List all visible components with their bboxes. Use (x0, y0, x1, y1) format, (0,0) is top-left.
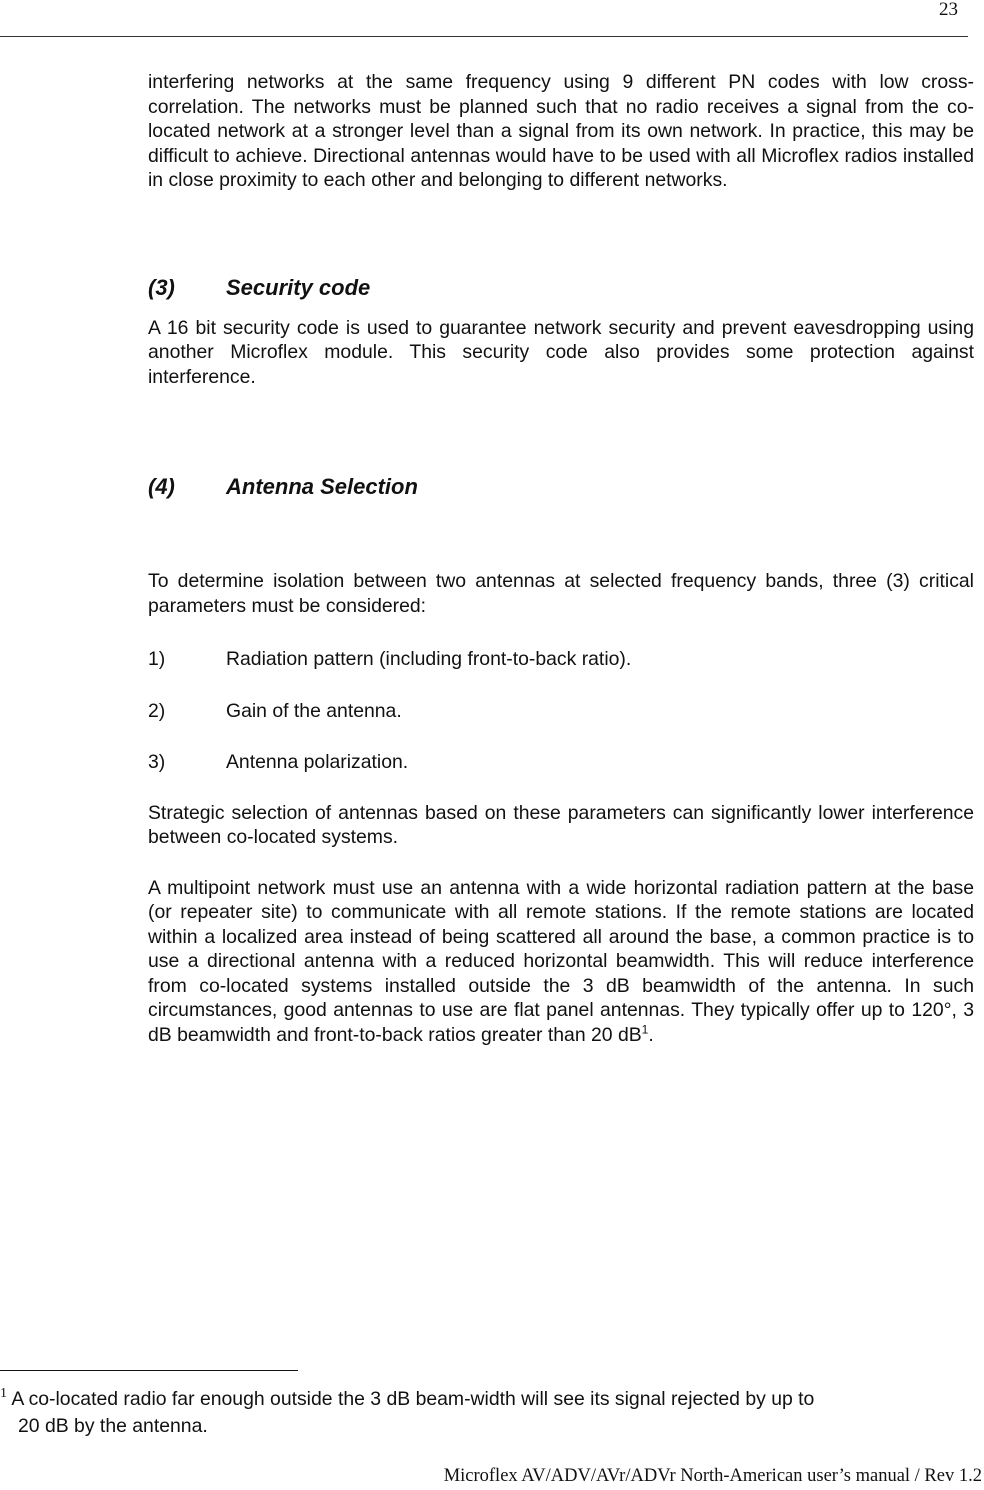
footnote (0, 1386, 980, 1440)
section-heading-antenna-selection (148, 474, 974, 500)
paragraph-multipoint-text: A multipoint network must use an antenna with a wide horizontal radiation pattern at the base (or repeater site) to communicate with all remote stations. If the remote stations are located within a localized area instead of being scattered all around the base, a common practice is to use a directional antenna with a reduced horizontal beamwidth. This will reduce interference from co-located systems installed outside the 3 dB beamwidth of the antenna. In such circumstances, good antennas to use are flat panel antennas. They typically offer up to 120°, 3 dB beamwidth and front-to-back ratios greater than 20 dB (148, 876, 974, 1046)
paragraph-security-code: A 16 bit security code is used to guarantee network security and prevent eavesdropping using another Microflex module. This security code also provides some protection against interference. (148, 316, 974, 388)
section-heading-security-code (148, 275, 974, 301)
section-title: Security code (226, 274, 371, 300)
paragraph-interfering-networks: interfering networks at the same frequency using 9 different PN codes with low cross-correlation. The networks must be planned such that no radio receives a signal from the co-located network at a stronger level than a signal from its own network. In practice, this may be difficult to achieve. Directional antennas would have to be used with all Microflex radios installed in close proximity to each other and belonging to different networks. (148, 71, 974, 191)
list-item (148, 699, 974, 724)
paragraph-multipoint-network (148, 876, 974, 1048)
list-item (148, 647, 974, 672)
page-body (148, 70, 974, 1047)
paragraph-strategic-selection: Strategic selection of antennas based on these parameters can significantly lower interference between co-located systems. (148, 801, 974, 848)
list-item-text: Antenna polarization. (226, 751, 409, 773)
footnote-separator (0, 1370, 298, 1371)
header-rule (0, 36, 968, 37)
footnote-reference[interactable]: 1 (641, 1022, 649, 1037)
section-number: (4) (148, 474, 175, 499)
paragraph-isolation-intro: To determine isolation between two antennas at selected frequency bands, three (3) critical parameters must be considered: (148, 570, 974, 617)
footnote-text-line2: 20 dB by the antenna. (18, 1415, 208, 1437)
page-footer: Microflex AV/ADV/AVr/ADVr North-American user’s manual / Rev 1.2 (443, 1466, 982, 1486)
page-number: 23 (939, 0, 958, 20)
footnote-marker: 1 (0, 1386, 7, 1401)
list-item-text: Gain of the antenna. (226, 699, 402, 722)
list-item-text: Radiation pattern (including front-to-back ratio). (226, 648, 632, 670)
section-number: (3) (148, 274, 175, 300)
list-item-number: 3) (148, 751, 166, 773)
list-item (148, 750, 974, 775)
paragraph-multipoint-end: . (648, 1023, 654, 1046)
section-title: Antenna Selection (226, 474, 418, 499)
footnote-text-line1: A co-located radio far enough outside the 3 dB beam-width will see its signal rejected by up to (7, 1388, 815, 1410)
list-item-number: 2) (148, 699, 166, 722)
list-item-number: 1) (148, 648, 166, 670)
